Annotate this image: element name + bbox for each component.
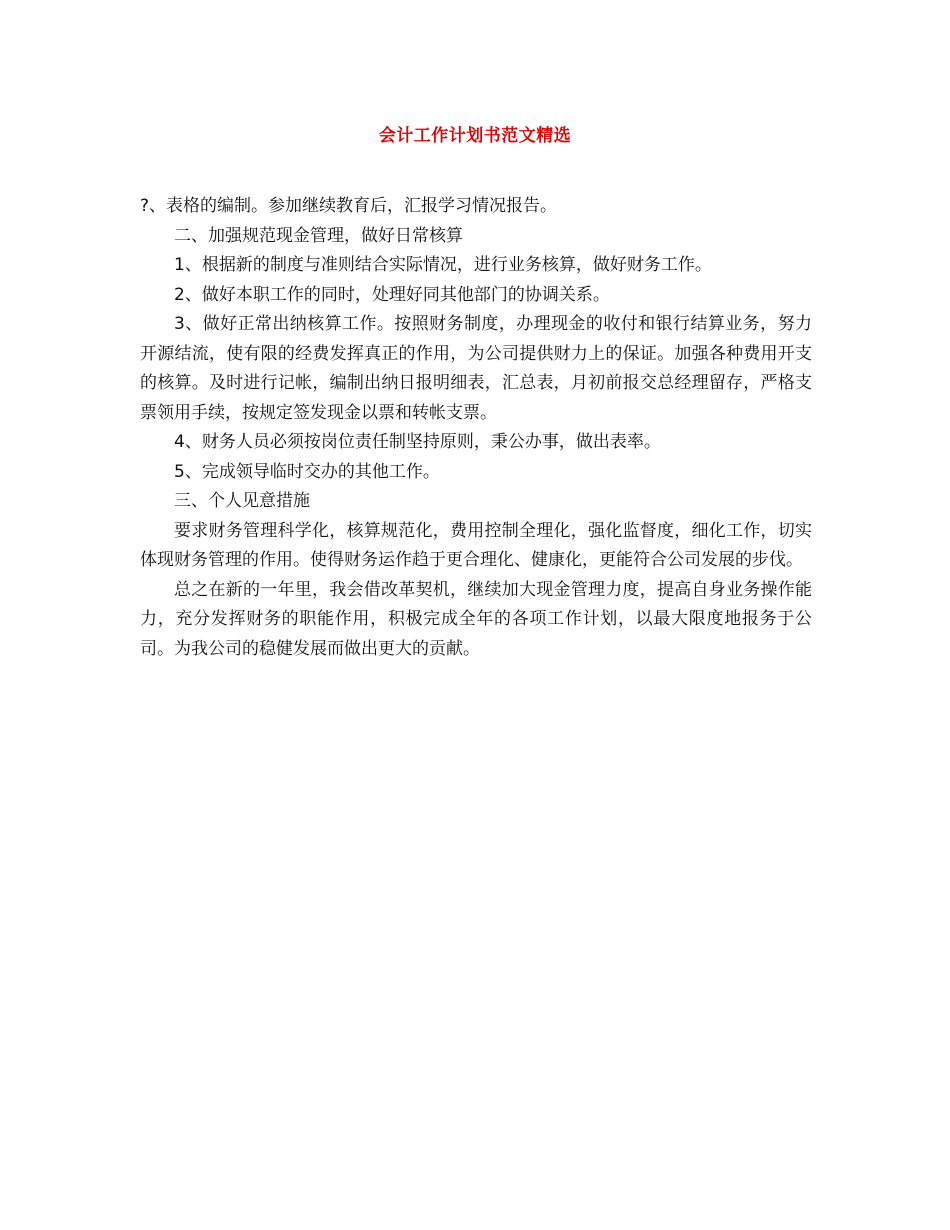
document-body — [140, 192, 812, 664]
paragraph-continuation: ?、表格的编制。参加继续教育后，汇报学习情况报告。 — [140, 196, 558, 216]
list-item-1: 1、根据新的制度与准则结合实际情况，进行业务核算，做好财务工作。 — [174, 255, 712, 275]
list-item-2: 2、做好本职工作的同时，处理好同其他部门的协调关系。 — [174, 284, 610, 305]
document-title: 会计工作计划书范文精选 — [378, 126, 572, 146]
list-item-3: 3、做好正常出纳核算工作。按照财务制度，办理现金的收付和银行结算业务，努力开源结流，使有限的经费发挥真正的作用，为公司提供财力上的保证。加强各种费用开支的核算。及时进行记帐，编制出纳日报明细表，汇总表，月初前报交总经理留存，严格支票领用手续，按规定签发现金以票和转帐支票。 — [140, 314, 812, 423]
section-heading-personal-measures: 三、个人见意措施 — [174, 491, 310, 511]
list-item-4: 4、财务人员必须按岗位责任制坚持原则，秉公办事，做出表率。 — [174, 432, 661, 452]
paragraph-requirements: 要求财务管理科学化，核算规范化，费用控制全理化，强化监督度，细化工作，切实体现财务管理的作用。使得财务运作趋于更合理化、健康化，更能符合公司发展的步伐。 — [140, 520, 812, 570]
list-item-5: 5、完成领导临时交办的其他工作。 — [174, 461, 440, 482]
section-heading-cash-management: 二、加强规范现金管理，做好日常核算 — [174, 225, 463, 246]
paragraph-conclusion: 总之在新的一年里，我会借改革契机，继续加大现金管理力度，提高自身业务操作能力，充分发挥财务的职能作用，积极完成全年的各项工作计划，以最大限度地报务于公司。为我公司的稳健发展而做出更大的贡献。 — [140, 579, 812, 659]
